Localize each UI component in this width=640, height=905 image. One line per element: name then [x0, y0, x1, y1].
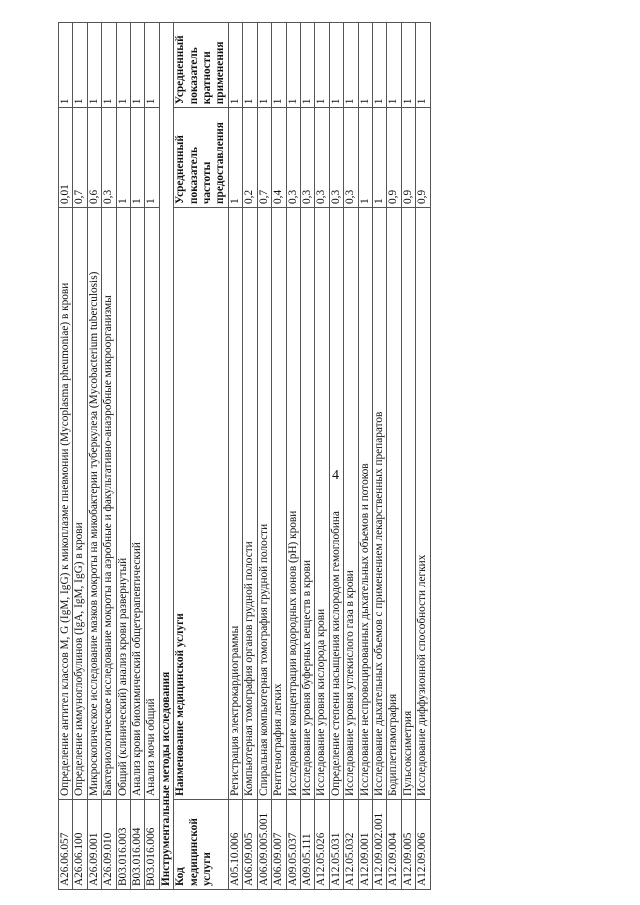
service-name: Исследование уровня кислорода крови — [315, 207, 329, 799]
service-name: Рентгенография легких — [272, 207, 286, 799]
frequency-value: 1 — [228, 108, 242, 208]
service-code: A09.05.037 — [286, 800, 300, 890]
service-name: Бактериологическое исследование мокроты на аэробные и факультативно-анаэробные микроорганизмы — [102, 207, 116, 799]
multiplicity-value: 1 — [73, 23, 87, 108]
frequency-value: 0,3 — [344, 108, 358, 208]
frequency-value: 1 — [372, 108, 386, 208]
multiplicity-value: 1 — [416, 23, 430, 108]
service-code: A06.09.007 — [272, 800, 286, 890]
frequency-value: 0,9 — [416, 108, 430, 208]
service-code: A06.09.005.001 — [257, 800, 271, 890]
header-frequency: Усредненный показатель частоты предоставления — [174, 108, 229, 208]
table-row — [116, 23, 130, 890]
section-row — [159, 23, 173, 890]
multiplicity-value: 1 — [102, 23, 116, 108]
frequency-value: 0,7 — [257, 108, 271, 208]
table-row — [315, 23, 329, 890]
service-name: Исследование дыхательных объемов с применением лекарственных препаратов — [372, 207, 386, 799]
header-code: Код медицинской услуги — [174, 800, 229, 890]
table-row — [73, 23, 87, 890]
table-row — [257, 23, 271, 890]
multiplicity-value: 1 — [387, 23, 401, 108]
service-code: A26.06.057 — [59, 800, 73, 890]
frequency-value: 0,7 — [73, 108, 87, 208]
frequency-value: 0,3 — [315, 108, 329, 208]
service-name: Микроскопическое исследование мазков мокроты на микобактерии туберкулеза (Mycobacterium tuberculosis) — [87, 207, 101, 799]
table-row — [300, 23, 314, 890]
service-name: Спиральная компьютерная томография грудной полости — [257, 207, 271, 799]
service-code: A12.09.001 — [358, 800, 372, 890]
frequency-value: 1 — [131, 108, 145, 208]
table-row — [387, 23, 401, 890]
service-code: A26.09.010 — [102, 800, 116, 890]
table-row — [329, 23, 343, 890]
frequency-value: 0,9 — [401, 108, 415, 208]
service-code: A12.09.004 — [387, 800, 401, 890]
table-row — [358, 23, 372, 890]
service-name: Анализ мочи общий — [145, 207, 159, 799]
service-name: Анализ крови биохимический общетерапевтический — [131, 207, 145, 799]
header-multiplicity: Усредненный показатель кратности применения — [174, 23, 229, 108]
multiplicity-value: 1 — [401, 23, 415, 108]
service-code: A26.09.001 — [87, 800, 101, 890]
frequency-value: 0,01 — [59, 108, 73, 208]
service-code: A26.06.100 — [73, 800, 87, 890]
table-row — [145, 23, 159, 890]
multiplicity-value: 1 — [59, 23, 73, 108]
services-table — [58, 22, 431, 890]
service-name: Определение антител классов M, G (IgM, IgG) к микоплазме пневмонии (Mycoplasma pheumoniae) в крови — [59, 207, 73, 799]
service-code: A06.09.005 — [243, 800, 257, 890]
page-number: 4 — [332, 468, 339, 483]
table-row — [344, 23, 358, 890]
lab-rows — [59, 23, 160, 890]
table-row — [372, 23, 386, 890]
service-name: Компьютерная томография органов грудной полости — [243, 207, 257, 799]
service-code: B03.016.006 — [145, 800, 159, 890]
multiplicity-value: 1 — [272, 23, 286, 108]
table-row — [87, 23, 101, 890]
frequency-value: 0,3 — [286, 108, 300, 208]
frequency-value: 1 — [145, 108, 159, 208]
service-name: Исследование концентрации водородных ионов (рН) крови — [286, 207, 300, 799]
service-name: Определение степени насыщения кислородом гемоглобина — [329, 207, 343, 799]
frequency-value: 0,2 — [243, 108, 257, 208]
multiplicity-value: 1 — [315, 23, 329, 108]
service-name: Исследование уровня углекислого газа в крови — [344, 207, 358, 799]
rotated-document — [38, 20, 638, 890]
service-name: Регистрация электрокардиограммы — [228, 207, 242, 799]
service-code: A12.05.031 — [329, 800, 343, 890]
table-row — [228, 23, 242, 890]
section-block — [159, 23, 228, 890]
multiplicity-value: 1 — [116, 23, 130, 108]
multiplicity-value: 1 — [329, 23, 343, 108]
table-row — [416, 23, 430, 890]
multiplicity-value: 1 — [300, 23, 314, 108]
table-row — [272, 23, 286, 890]
table-row — [401, 23, 415, 890]
multiplicity-value: 1 — [372, 23, 386, 108]
service-name: Исследование диффузионной способности легких — [416, 207, 430, 799]
multiplicity-value: 1 — [243, 23, 257, 108]
frequency-value: 0,3 — [102, 108, 116, 208]
service-name: Исследование неспровоцированных дыхательных объемов и потоков — [358, 207, 372, 799]
multiplicity-value: 1 — [228, 23, 242, 108]
service-code: A12.09.002.001 — [372, 800, 386, 890]
frequency-value: 1 — [116, 108, 130, 208]
service-name: Бодиплетизмография — [387, 207, 401, 799]
header-name: Наименование медицинской услуги — [174, 207, 229, 799]
multiplicity-value: 1 — [286, 23, 300, 108]
service-code: A12.09.006 — [416, 800, 430, 890]
frequency-value: 0,9 — [387, 108, 401, 208]
multiplicity-value: 1 — [145, 23, 159, 108]
instrumental-rows — [228, 23, 430, 890]
table-row — [243, 23, 257, 890]
frequency-value: 1 — [358, 108, 372, 208]
multiplicity-value: 1 — [87, 23, 101, 108]
service-name: Определение иммуноглобулинов (IgA, IgM, IgG) в крови — [73, 207, 87, 799]
section-title: Инструментальные методы исследования — [159, 23, 173, 890]
table-row — [102, 23, 116, 890]
table-row — [131, 23, 145, 890]
frequency-value: 0,6 — [87, 108, 101, 208]
service-code: A12.05.026 — [315, 800, 329, 890]
multiplicity-value: 1 — [358, 23, 372, 108]
service-code: A12.09.005 — [401, 800, 415, 890]
service-code: B03.016.004 — [131, 800, 145, 890]
service-code: B03.016.003 — [116, 800, 130, 890]
table-row — [59, 23, 73, 890]
frequency-value: 0,3 — [329, 108, 343, 208]
service-name: Общий (клинический) анализ крови развернутый — [116, 207, 130, 799]
table-row — [286, 23, 300, 890]
multiplicity-value: 1 — [257, 23, 271, 108]
service-code: A12.05.032 — [344, 800, 358, 890]
service-code: A05.10.006 — [228, 800, 242, 890]
header-row — [174, 23, 229, 890]
service-name: Исследование уровня буферных веществ в крови — [300, 207, 314, 799]
service-name: Пульсоксиметрия — [401, 207, 415, 799]
multiplicity-value: 1 — [344, 23, 358, 108]
service-code: A09.05.111 — [300, 800, 314, 890]
frequency-value: 0,3 — [300, 108, 314, 208]
multiplicity-value: 1 — [131, 23, 145, 108]
frequency-value: 0,4 — [272, 108, 286, 208]
